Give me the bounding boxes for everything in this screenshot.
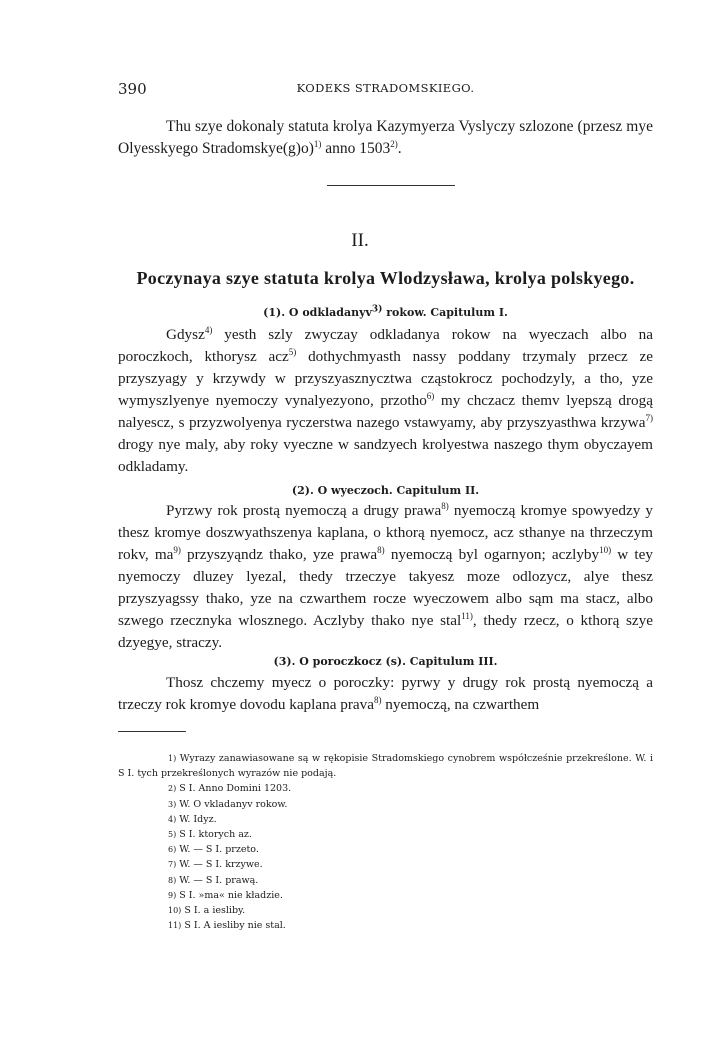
footnote-text: S I. ktorych az.	[176, 829, 252, 841]
section-divider	[327, 185, 455, 186]
footnotes	[118, 751, 653, 933]
footnote	[118, 781, 653, 796]
body-text: dothychmyasth nassy poddany trzymaly przecz ze przyszyagy y krzywdy w przyszyasznycztwa cząstokrocz pochodzyly, a tho, yze wymyszlyenye nyemoczy vynalyezyono, przotho	[118, 348, 653, 409]
intro-text: anno 1503	[321, 140, 391, 157]
footnote-text: S I. a iesliby.	[181, 905, 246, 917]
chapter-number: (2).	[291, 484, 314, 497]
footnote-mark: 4)	[168, 814, 177, 824]
chapter-title: O poroczkocz (s). Capitulum III.	[295, 655, 498, 668]
footnote-ref[interactable]: 11)	[461, 610, 473, 621]
page-header	[118, 80, 653, 100]
footnote-ref[interactable]: 6)	[426, 390, 435, 401]
section-title: Poczynaya szye statuta krolya Wlodzysława, krolya polskyego.	[136, 268, 635, 288]
chapter-title: O wyeczoch. Capitulum II.	[313, 484, 480, 497]
body-text: my chczacz themv lyepszą drogą nalyescz, s przyzwolyenya ryczerstwa nazego vstawyamy, aby przyszyasthwa krzywa	[118, 392, 653, 431]
body-text: nyemoczą byl ogarnyon; aczlyby	[384, 546, 600, 563]
footnote-mark: 8)	[168, 875, 177, 885]
body-text: Gdysz	[166, 326, 205, 343]
chapter-1-heading	[118, 306, 653, 319]
footnote-ref[interactable]: 8)	[373, 694, 382, 705]
chapter-2-text	[118, 500, 653, 654]
footnote-text: W. — S I. krzywe.	[176, 859, 263, 871]
intro-text: .	[397, 140, 402, 157]
body-text: , thedy rzecz, o kthorą szye dzyegye, straczy.	[118, 612, 653, 651]
footnote-mark: 6)	[168, 845, 177, 855]
chapter-title: O odkladanyv	[285, 306, 372, 319]
chapter-title: rokow. Capitulum I.	[382, 306, 508, 319]
footnote-text: S I. Anno Domini 1203.	[176, 783, 292, 795]
body-text: Pyrzwy rok prostą nyemoczą a drugy prawa	[166, 502, 442, 519]
footnote	[118, 812, 653, 827]
footnote-mark: 7)	[168, 860, 177, 870]
footnote-ref[interactable]: 2)	[390, 138, 398, 149]
footnote-mark: 5)	[168, 830, 177, 840]
footnote-mark: 10)	[168, 906, 182, 916]
footnote-text: W. Idyz.	[176, 813, 217, 825]
body-text: w tey nyemoczy dluzey lyezal, thedy trzeczye takyesz moze odlozycz, alye thesz przyszyagssy thako, yze na czwarthem rocze wyeczowem albo sąm ma stacz, albo szwego rzecznyka wlosznego. Aczlyby thako nye stal	[118, 546, 653, 629]
chapter-number: (1).	[263, 306, 286, 319]
intro-text: Thu szye dokonaly statuta krolya Kazymyerza Vyslyczy szlozone (przesz mye Olyesskyego Stradomskye(g)o)	[118, 118, 653, 157]
footnote-divider	[118, 731, 186, 732]
footnote-ref[interactable]: 8)	[441, 500, 449, 511]
footnote	[118, 857, 653, 872]
footnote-text: W. — S I. prawą.	[176, 874, 259, 886]
footnote	[118, 903, 653, 918]
footnote-mark: 11)	[168, 921, 182, 931]
chapter-number: (3).	[273, 655, 296, 668]
footnote-mark: 1)	[168, 754, 177, 763]
footnote-ref[interactable]: 3)	[371, 304, 383, 315]
intro-paragraph	[118, 116, 653, 160]
footnote-ref[interactable]: 5)	[288, 346, 297, 357]
footnote-mark: 2)	[168, 784, 177, 794]
footnote	[118, 827, 653, 842]
footnote	[118, 797, 653, 812]
footnote-text: W. — S I. przeto.	[176, 844, 259, 856]
footnote-ref[interactable]: 10)	[599, 544, 612, 555]
section-number: II.	[351, 230, 369, 251]
footnote-ref[interactable]: 9)	[173, 544, 181, 555]
footnote-ref[interactable]: 8)	[377, 544, 385, 555]
body-text: nyemoczą, na czwarthem	[381, 696, 540, 713]
body-text: Thosz chczemy myecz o poroczky: pyrwy y drugy rok prostą nyemoczą a trzeczy rok kromye dovodu kaplana prava	[118, 674, 653, 713]
chapter-3-text	[118, 672, 653, 716]
footnote	[118, 751, 653, 781]
chapter-2-heading	[118, 484, 653, 497]
running-head: KODEKS STRADOMSKIEGO.	[296, 81, 475, 95]
footnote	[118, 873, 653, 888]
footnote-ref[interactable]: 7)	[645, 412, 653, 423]
footnote-ref[interactable]: 1)	[313, 138, 322, 149]
footnote-text: S I. A iesliby nie stal.	[181, 920, 286, 932]
page-number: 390	[118, 80, 147, 98]
body-text: nyemoczą kromye spowyedzy y thesz kromye doszwyathszenya kaplana, o kthorą nyemocz, acz sthanye na thrzeczym rokv, ma	[118, 502, 653, 563]
body-text: przyszyąndz thako, yze prawa	[180, 546, 378, 563]
footnote-text: W. O vkladanyv rokow.	[176, 798, 288, 810]
footnote-mark: 3)	[168, 799, 177, 809]
chapter-3-heading	[118, 655, 653, 668]
footnote-mark: 9)	[168, 890, 177, 900]
footnote	[118, 888, 653, 903]
footnote	[118, 918, 653, 933]
footnote-ref[interactable]: 4)	[204, 324, 213, 335]
footnote-text: Wyrazy zanawiasowane są w rękopisie Stradomskiego cynobrem współcześnie przekreślone. W. i S I. tych przekreślonych wyrazów nie podają.	[118, 753, 653, 780]
chapter-1-text	[118, 324, 653, 478]
footnote-text: S I. »ma« nie kładzie.	[176, 889, 283, 901]
body-text: yesth szly zwyczay odkladanya rokow na wyeczach albo na poroczkoch, kthorysz acz	[118, 326, 653, 365]
footnote	[118, 842, 653, 857]
body-text: drogy nye maly, aby roky vyeczne w sandzyech krolyestwa naszego thym obyczayem odkladamy.	[118, 436, 653, 475]
